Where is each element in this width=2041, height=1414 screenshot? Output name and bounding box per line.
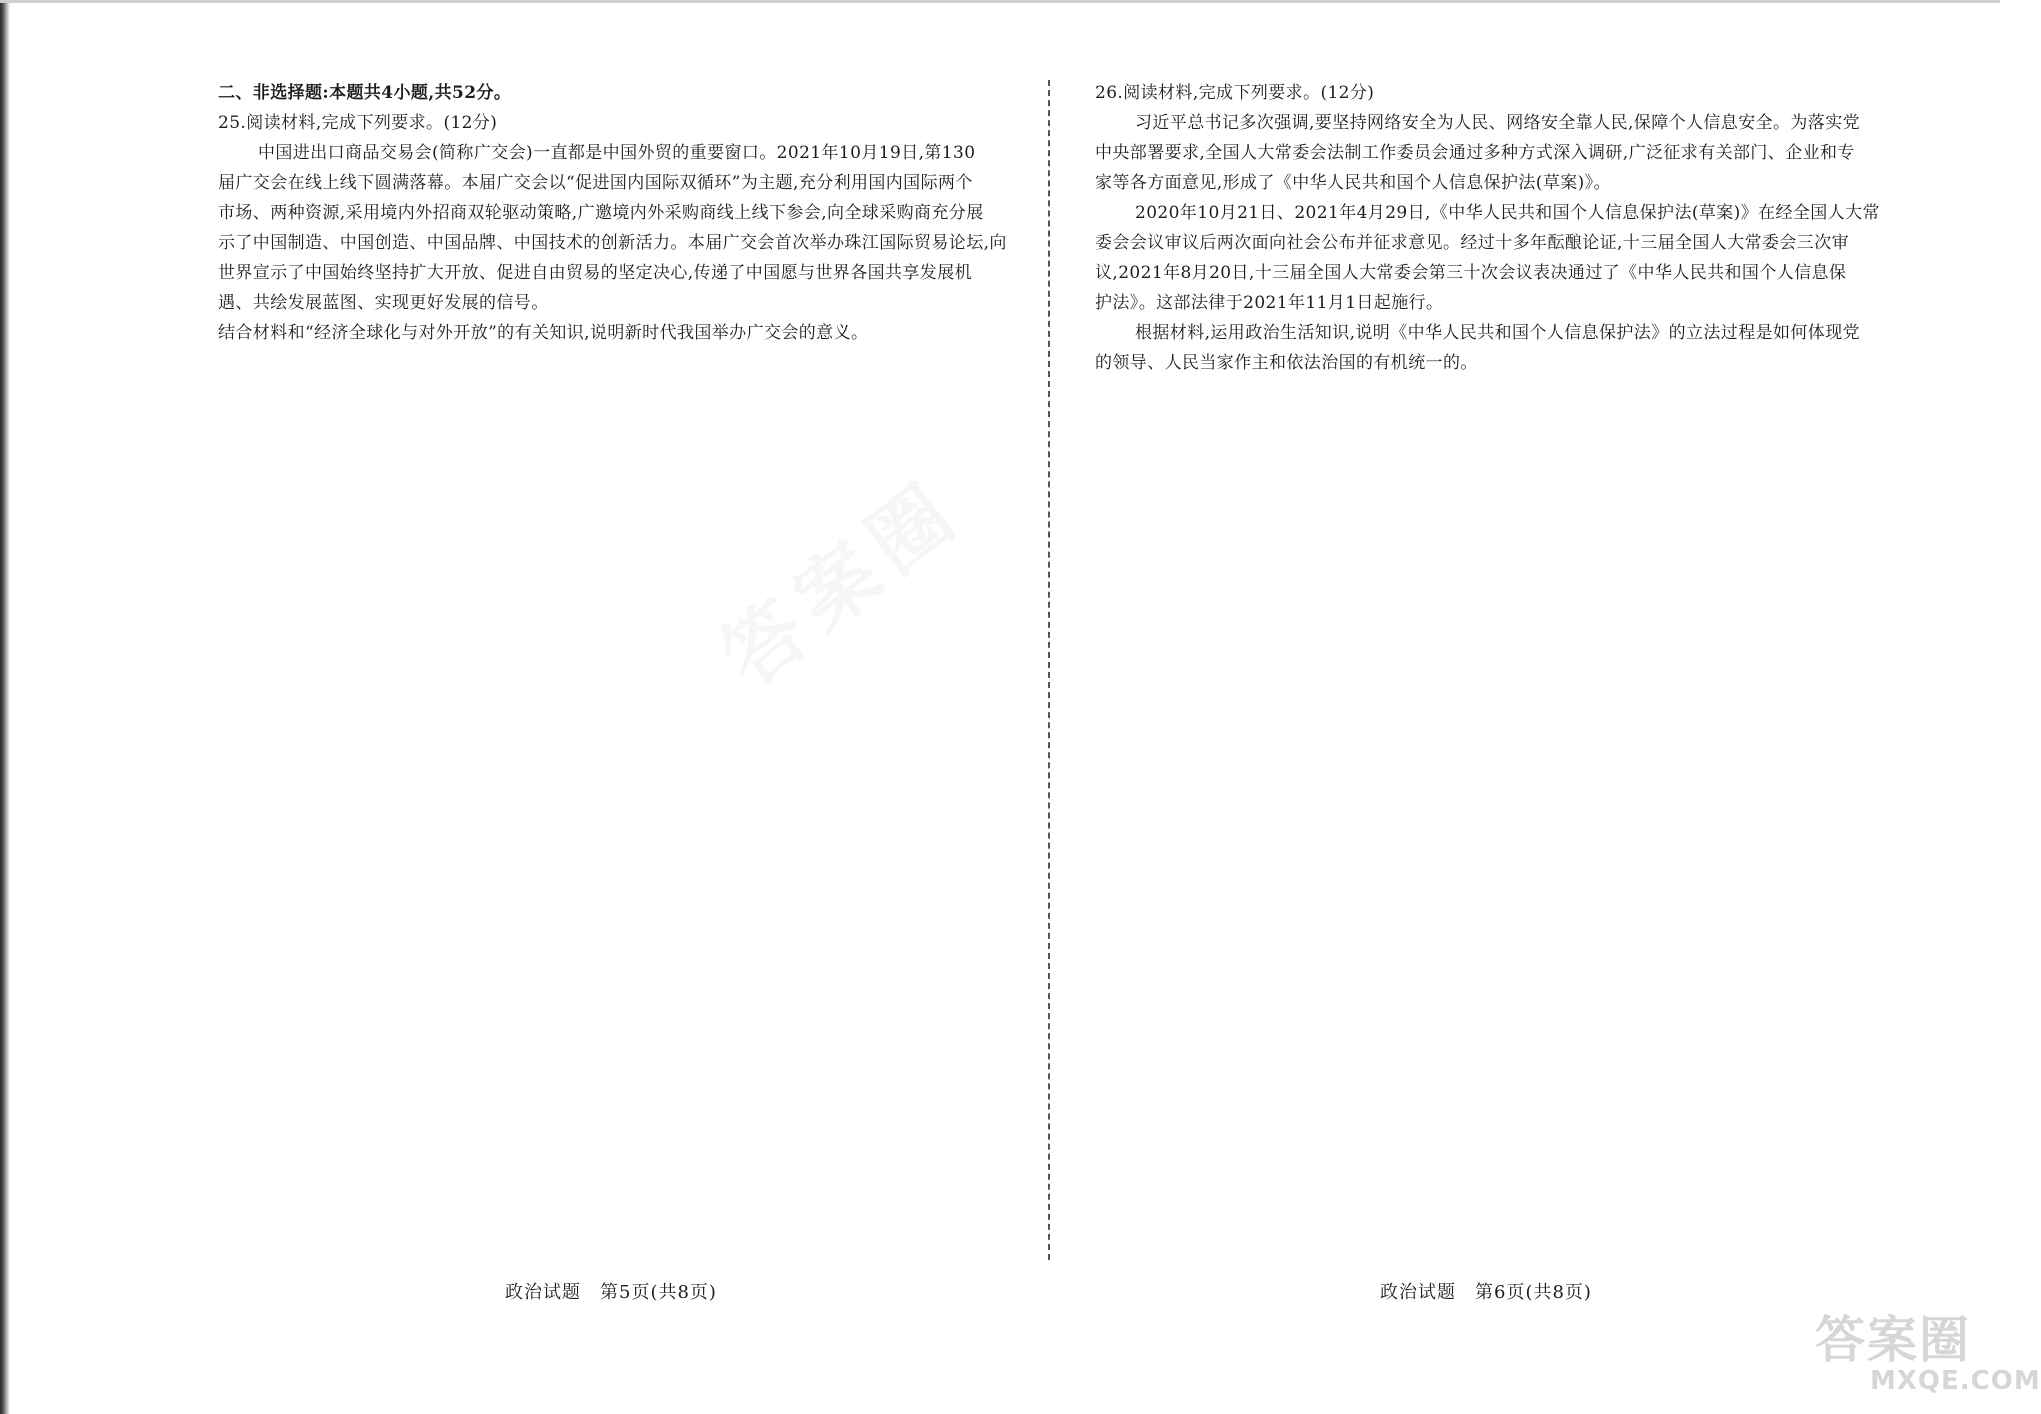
logo-site-text: MXQE.COM — [1870, 1366, 2041, 1396]
scan-top-edge — [0, 0, 2000, 3]
task-line: 根据材料,运用政治生活知识,说明《中华人民共和国个人信息保护法》的立法过程是如何体现党 — [1135, 323, 1861, 343]
left-page — [218, 78, 1018, 348]
question-25-task: 结合材料和“经济全球化与对外开放”的有关知识,说明新时代我国举办广交会的意义。 — [218, 323, 869, 343]
logo-mark: 答案圈 — [1815, 1311, 1971, 1369]
material-line: 届广交会在线上线下圆满落幕。本届广交会以“促进国内国际双循环”为主题,充分利用国内国际两个 — [218, 173, 973, 193]
question-26-paragraph-2 — [1095, 198, 1890, 318]
question-26-prompt: 26.阅读材料,完成下列要求。(12分) — [1095, 83, 1375, 103]
faint-watermark — [694, 447, 982, 708]
paragraph-line: 2020年10月21日、2021年4月29日,《中华人民共和国个人信息保护法(草案)》在经全国人大常 — [1135, 203, 1880, 223]
task-line: 的领导、人民当家作主和依法治国的有机统一的。 — [1095, 353, 1478, 373]
paragraph-line: 议,2021年8月20日,十三届全国人大常委会第三十次会议表决通过了《中华人民共和国个人信息保 — [1095, 263, 1847, 283]
paragraph-line: 家等各方面意见,形成了《中华人民共和国个人信息保护法(草案)》。 — [1095, 173, 1611, 193]
material-line: 中国进出口商品交易会(简称广交会)一直都是中国外贸的重要窗口。2021年10月19日,第130 — [258, 143, 976, 163]
page-divider — [1048, 80, 1050, 1260]
scan-shadow-edge — [0, 0, 10, 1414]
paragraph-line: 中央部署要求,全国人大常委会法制工作委员会通过多种方式深入调研,广泛征求有关部门、企业和专 — [1095, 143, 1855, 163]
right-page-footer: 政治试题 第6页(共8页) — [1380, 1282, 1592, 1303]
material-line: 遇、共绘发展蓝图、实现更好发展的信号。 — [218, 293, 549, 313]
section-heading: 二、非选择题:本题共4小题,共52分。 — [218, 83, 512, 103]
material-line: 世界宣示了中国始终坚持扩大开放、促进自由贸易的坚定决心,传递了中国愿与世界各国共享发展机 — [218, 263, 973, 283]
site-logo — [1815, 1300, 2041, 1410]
question-25-material — [218, 138, 1018, 318]
paragraph-line: 委会会议审议后两次面向社会公布并征求意见。经过十多年酝酿论证,十三届全国人大常委会三次审 — [1095, 233, 1850, 253]
question-26-task — [1095, 318, 1890, 378]
question-25-prompt: 25.阅读材料,完成下列要求。(12分) — [218, 113, 498, 133]
left-page-footer: 政治试题 第5页(共8页) — [505, 1282, 717, 1303]
material-line: 示了中国制造、中国创造、中国品牌、中国技术的创新活力。本届广交会首次举办珠江国际贸易论坛,向 — [218, 233, 1007, 253]
paragraph-line: 护法》。这部法律于2021年11月1日起施行。 — [1095, 293, 1444, 313]
paragraph-line: 习近平总书记多次强调,要坚持网络安全为人民、网络安全靠人民,保障个人信息安全。为落实党 — [1135, 113, 1861, 133]
right-page — [1095, 78, 1890, 378]
question-26-paragraph-1 — [1095, 108, 1890, 198]
material-line: 市场、两种资源,采用境内外招商双轮驱动策略,广邀境内外采购商线上线下参会,向全球采购商充分展 — [218, 203, 984, 223]
